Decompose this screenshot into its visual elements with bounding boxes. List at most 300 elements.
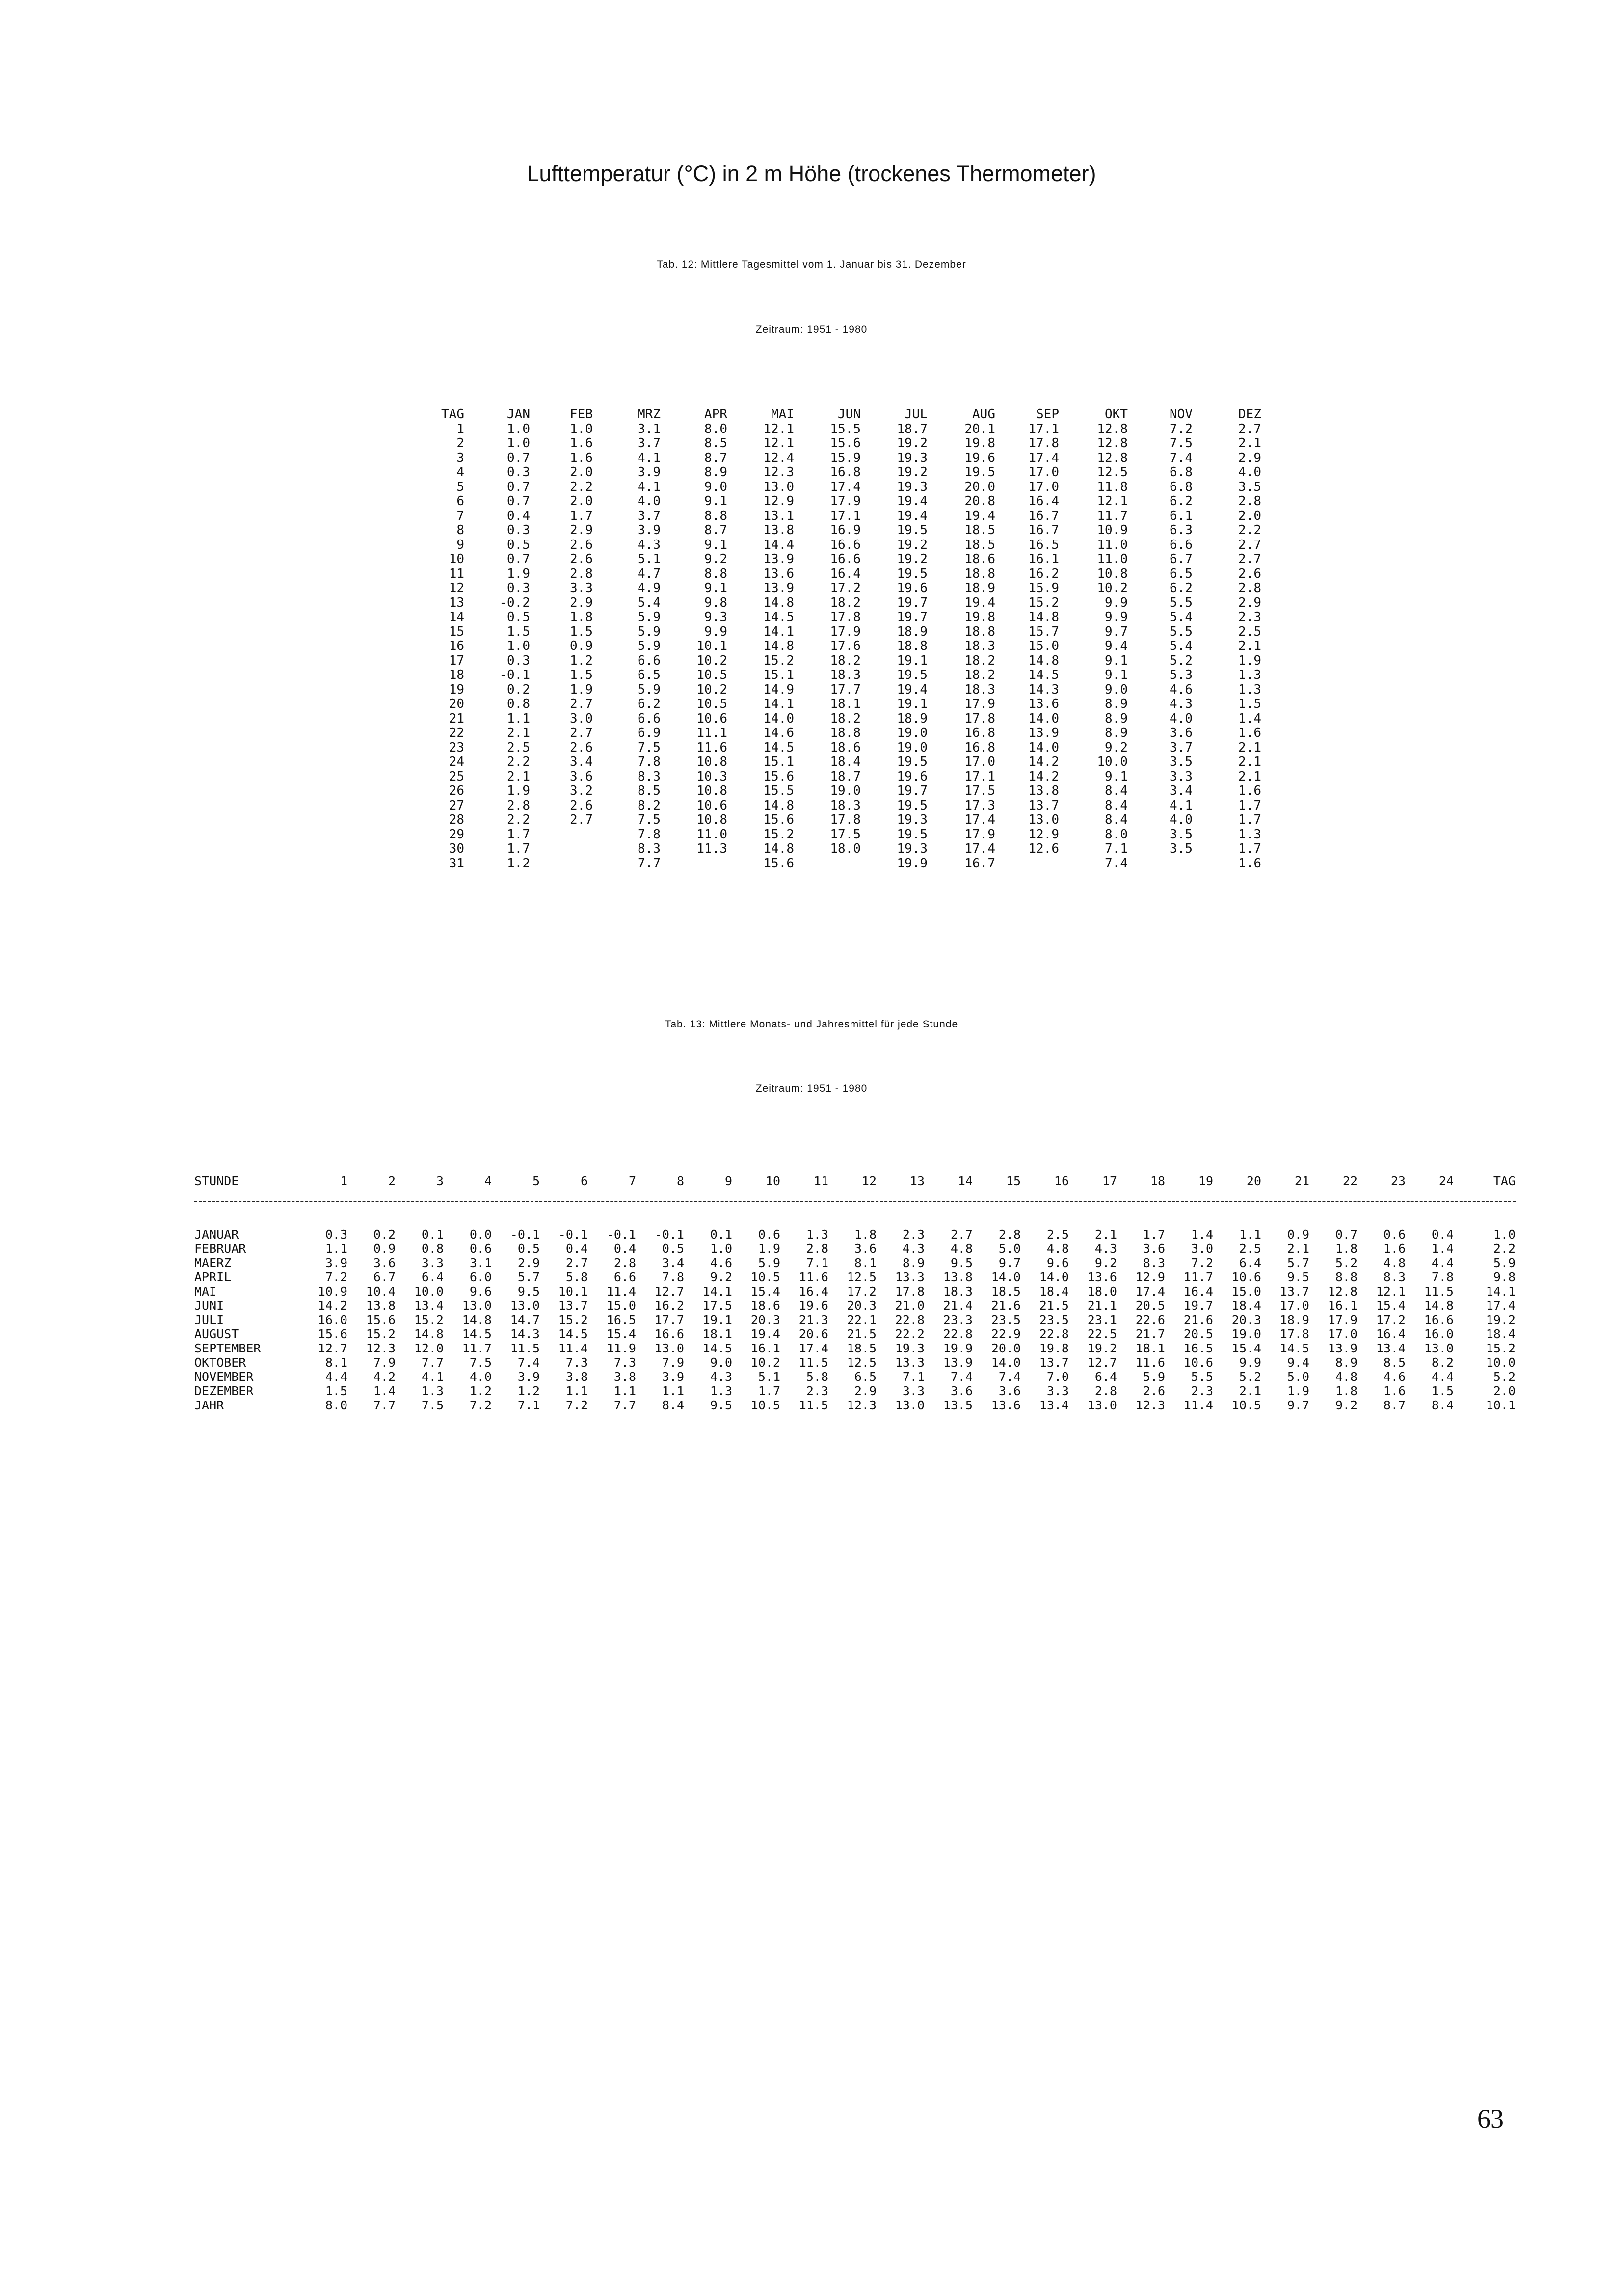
table-cell: 2.9 [570, 523, 593, 538]
table-cell: 17.4 [1135, 1284, 1165, 1298]
table-cell: 0.7 [507, 494, 530, 509]
table-cell: 0.2 [373, 1227, 396, 1242]
table-cell: 5.4 [1170, 610, 1193, 624]
table-row [418, 465, 1261, 480]
table-cell [530, 828, 593, 842]
table-cell: 19.8 [964, 610, 995, 624]
table-cell: 2.6 [570, 740, 593, 755]
table-cell: 2.1 [1238, 436, 1261, 451]
table-cell: 12.5 [847, 1270, 877, 1284]
table-cell: 2.1 [507, 726, 530, 740]
table-cell: 18.4 [1486, 1327, 1516, 1341]
table-cell: 3.7 [1170, 740, 1193, 755]
table-cell: 12.7 [1087, 1355, 1117, 1370]
table-cell: 0.8 [507, 697, 530, 711]
table-cell: 11.0 [1097, 552, 1128, 567]
table-cell: 1.9 [758, 1242, 780, 1256]
table-cell: 0.3 [507, 523, 530, 538]
table-cell: 15.2 [1486, 1341, 1516, 1355]
table-cell: 11.9 [606, 1341, 636, 1355]
table-cell: 22.9 [991, 1327, 1021, 1341]
table-cell: 2.1 [1239, 1384, 1261, 1398]
table-cell: 17.0 [1028, 479, 1059, 494]
table-cell: 10.4 [366, 1284, 396, 1298]
table-cell: 8.2 [1431, 1355, 1454, 1370]
table-cell: 15.9 [830, 450, 861, 465]
column-header-mai: MAI [771, 407, 794, 422]
table-cell: 8.7 [704, 523, 727, 538]
table-cell: 12.8 [1097, 421, 1128, 436]
column-header-3: 3 [436, 1174, 444, 1188]
table-cell: 6.2 [1170, 494, 1193, 509]
table-cell: 5.9 [638, 610, 661, 624]
table-cell: 5.4 [638, 595, 661, 610]
table-cell: 1.0 [507, 436, 530, 451]
column-header-13: 13 [909, 1174, 925, 1188]
table-cell: 3.6 [950, 1384, 973, 1398]
table-cell: 13.7 [1279, 1284, 1309, 1298]
table-cell: 23.3 [943, 1313, 973, 1327]
table-cell: 9.1 [1105, 668, 1128, 682]
day-label: 16 [449, 639, 464, 653]
table-cell: 10.2 [696, 682, 727, 697]
table-cell: 1.7 [1143, 1227, 1165, 1242]
table-cell: 14.8 [1028, 653, 1059, 668]
day-label: 19 [449, 682, 464, 697]
day-label: 4 [456, 465, 464, 480]
table-cell: 1.4 [1431, 1242, 1454, 1256]
table-cell: 23.5 [1039, 1313, 1069, 1327]
table-cell: 12.9 [1028, 827, 1059, 842]
day-label: 8 [456, 523, 464, 538]
table-cell: 2.7 [570, 726, 593, 740]
table-cell: 12.0 [414, 1341, 444, 1355]
table-cell: 12.1 [763, 421, 794, 436]
table-cell: 16.8 [830, 465, 861, 480]
table-cell: 18.5 [847, 1341, 877, 1355]
table-cell: 0.8 [421, 1242, 444, 1256]
table-cell: 0.6 [1383, 1227, 1406, 1242]
table-row [418, 857, 1261, 871]
table-cell: 20.5 [1135, 1298, 1165, 1313]
table-cell: 4.8 [950, 1242, 973, 1256]
table-cell: 7.4 [950, 1370, 973, 1384]
table-cell: 0.3 [325, 1227, 347, 1242]
table-cell: 8.0 [325, 1398, 347, 1412]
table-cell: 2.8 [613, 1256, 636, 1270]
table-cell: 4.6 [1170, 682, 1193, 697]
table-cell: 7.4 [998, 1370, 1021, 1384]
table-cell: 17.8 [1279, 1327, 1309, 1341]
table-cell: 4.3 [1094, 1242, 1117, 1256]
day-label: 28 [449, 812, 464, 827]
table-cell: 17.1 [1028, 421, 1059, 436]
day-label: 10 [449, 552, 464, 567]
table-cell: 15.4 [750, 1284, 780, 1298]
table-cell: 8.9 [1105, 697, 1128, 711]
table-cell: 8.8 [1335, 1270, 1357, 1284]
table-cell: 6.6 [638, 711, 661, 726]
table-cell: 5.1 [758, 1370, 780, 1384]
table-cell: 1.1 [507, 711, 530, 726]
table-cell: 19.0 [1231, 1327, 1261, 1341]
day-label: 3 [456, 450, 464, 465]
table-cell: 4.2 [373, 1370, 396, 1384]
table-cell: 17.5 [702, 1298, 732, 1313]
day-label: 11 [449, 566, 464, 581]
table-cell: 12.7 [654, 1284, 684, 1298]
table-cell: 19.7 [897, 610, 928, 624]
table-cell: 14.0 [763, 711, 794, 726]
table-cell: 11.6 [696, 740, 727, 755]
table-cell: 21.6 [991, 1298, 1021, 1313]
table-cell: 3.9 [517, 1370, 540, 1384]
table-cell: 13.4 [1039, 1398, 1069, 1412]
table-cell: 19.5 [897, 668, 928, 682]
table-cell: 2.6 [570, 798, 593, 813]
month-label: AUGUST [194, 1327, 239, 1341]
table-cell: 18.2 [964, 653, 995, 668]
day-label: 29 [449, 827, 464, 842]
day-label: 15 [449, 624, 464, 639]
table-cell: 1.6 [570, 436, 593, 451]
table-row [194, 1327, 1516, 1341]
day-label: 17 [449, 653, 464, 668]
table-cell: 18.2 [830, 711, 861, 726]
table-cell: 12.8 [1097, 436, 1128, 451]
table-cell: 12.5 [1097, 465, 1128, 480]
table-cell: 1.0 [1493, 1227, 1516, 1242]
table-cell: 3.0 [570, 711, 593, 726]
table-row [418, 436, 1261, 451]
table-cell: 14.0 [1028, 740, 1059, 755]
table-cell: -0.1 [654, 1227, 684, 1242]
table-cell: 15.1 [763, 755, 794, 769]
table-cell: 15.2 [366, 1327, 396, 1341]
table-row [418, 799, 1261, 813]
table-cell: 9.1 [704, 494, 727, 509]
table-cell: 9.0 [704, 479, 727, 494]
table-cell: 19.6 [964, 450, 995, 465]
table-cell: 11.8 [1097, 479, 1128, 494]
table-cell: 7.3 [613, 1355, 636, 1370]
month-label: APRIL [194, 1270, 232, 1284]
table-cell: 11.0 [1097, 537, 1128, 552]
table-cell: 5.9 [638, 682, 661, 697]
table-cell: 7.5 [421, 1398, 444, 1412]
table-cell: 18.5 [964, 537, 995, 552]
table-cell: 22.5 [1087, 1327, 1117, 1341]
table-cell: 10.6 [696, 798, 727, 813]
table-cell: 13.0 [895, 1398, 925, 1412]
table-cell: 0.9 [570, 639, 593, 653]
table-cell: 3.4 [662, 1256, 684, 1270]
table-cell: 4.9 [638, 581, 661, 595]
table-cell: 5.7 [517, 1270, 540, 1284]
table-cell: 1.0 [570, 421, 593, 436]
table-cell: 2.6 [570, 552, 593, 567]
table-cell: 2.2 [570, 479, 593, 494]
table-cell: 19.6 [798, 1298, 828, 1313]
table-cell: 14.5 [702, 1341, 732, 1355]
table-cell: 1.3 [421, 1384, 444, 1398]
table-cell: 0.1 [421, 1227, 444, 1242]
table-cell: 3.5 [1170, 841, 1193, 856]
table-cell: 13.8 [943, 1270, 973, 1284]
table-cell: 21.3 [798, 1313, 828, 1327]
table-cell [530, 857, 593, 871]
table-cell: 0.1 [710, 1227, 732, 1242]
table-cell: 15.0 [1028, 639, 1059, 653]
table-cell: 18.6 [750, 1298, 780, 1313]
table-row [194, 1355, 1516, 1370]
day-label: 14 [449, 610, 464, 624]
table-cell: 10.0 [1486, 1355, 1516, 1370]
column-header-jan: JAN [507, 407, 530, 422]
column-header-apr: APR [704, 407, 727, 422]
table-cell: 8.9 [1105, 711, 1128, 726]
table-cell: 5.4 [1170, 639, 1193, 653]
table-cell: 14.5 [558, 1327, 588, 1341]
table-cell: 1.6 [1238, 783, 1261, 798]
table-cell: 9.7 [1105, 624, 1128, 639]
table-row [418, 552, 1261, 567]
table-cell: 19.5 [897, 566, 928, 581]
table-cell: 20.3 [1231, 1313, 1261, 1327]
table-cell: 4.4 [1431, 1370, 1454, 1384]
column-header-16: 16 [1054, 1174, 1069, 1188]
table-cell: 1.2 [517, 1384, 540, 1398]
table-cell: 17.9 [964, 827, 995, 842]
table-row [418, 596, 1261, 611]
table-cell: 10.5 [696, 697, 727, 711]
table-cell: 16.1 [1328, 1298, 1357, 1313]
table-cell: 16.4 [1183, 1284, 1213, 1298]
table-cell: 6.2 [1170, 581, 1193, 595]
table-cell: 12.5 [847, 1355, 877, 1370]
table-cell: 3.9 [325, 1256, 347, 1270]
table-cell: 10.2 [1097, 581, 1128, 595]
table-cell: 2.8 [1238, 494, 1261, 509]
table-cell: 0.5 [507, 610, 530, 624]
column-header-mrz: MRZ [638, 407, 661, 422]
table-cell: 3.7 [638, 508, 661, 523]
table-cell: 12.7 [318, 1341, 347, 1355]
table-cell: 2.8 [998, 1227, 1021, 1242]
table-cell: 18.3 [943, 1284, 973, 1298]
table-cell: 19.3 [897, 841, 928, 856]
table-cell: 23.1 [1087, 1313, 1117, 1327]
table-cell: 18.5 [964, 523, 995, 538]
table-cell: 13.0 [1028, 812, 1059, 827]
table-cell: 16.4 [1376, 1327, 1406, 1341]
table-cell: 22.1 [847, 1313, 877, 1327]
table-cell: 17.1 [830, 508, 861, 523]
table-cell: 13.3 [895, 1270, 925, 1284]
table-cell: 3.9 [662, 1370, 684, 1384]
table-cell: 14.1 [1486, 1284, 1516, 1298]
table-cell: 10.6 [696, 711, 727, 726]
table-cell: 13.1 [763, 508, 794, 523]
table-cell: 15.7 [1028, 624, 1059, 639]
table-cell: 19.4 [964, 508, 995, 523]
table-cell: 0.7 [507, 450, 530, 465]
table-cell: 16.8 [964, 740, 995, 755]
table-cell: 19.2 [1486, 1313, 1516, 1327]
table-cell: 16.0 [318, 1313, 347, 1327]
table-cell: 16.5 [1028, 537, 1059, 552]
table-cell: 22.6 [1135, 1313, 1165, 1327]
table-cell: 1.3 [806, 1227, 828, 1242]
table-cell: 2.1 [1287, 1242, 1309, 1256]
table-cell: 16.2 [1028, 566, 1059, 581]
table-cell: 0.5 [507, 537, 530, 552]
table-cell: 0.3 [507, 465, 530, 480]
table-cell: 11.0 [696, 827, 727, 842]
table-row [418, 828, 1261, 842]
table-cell: 0.4 [613, 1242, 636, 1256]
table-cell: 14.2 [1028, 769, 1059, 784]
column-header-sep: SEP [1036, 407, 1059, 422]
table-cell: 2.9 [570, 595, 593, 610]
table-cell: 0.4 [507, 508, 530, 523]
table-cell: 0.7 [1335, 1227, 1357, 1242]
table-cell: 2.3 [1191, 1384, 1213, 1398]
day-label: 30 [449, 841, 464, 856]
column-header-1: 1 [340, 1174, 347, 1188]
dashed-divider [194, 1201, 1516, 1202]
table-cell: 18.3 [830, 668, 861, 682]
table-cell: 15.6 [366, 1313, 396, 1327]
table-cell: 2.7 [570, 812, 593, 827]
table-cell: 5.9 [638, 624, 661, 639]
table-cell: 18.5 [991, 1284, 1021, 1298]
column-header-tag: TAG [1493, 1174, 1516, 1188]
table-cell: 10.5 [750, 1270, 780, 1284]
table-cell: 21.7 [1135, 1327, 1165, 1341]
table-cell: 18.6 [964, 552, 995, 567]
table-row [194, 1370, 1516, 1384]
table-cell: 4.3 [710, 1370, 732, 1384]
table-cell: 18.2 [830, 595, 861, 610]
table-cell: 19.3 [897, 479, 928, 494]
table-cell: 17.2 [847, 1284, 877, 1298]
table-cell: 19.8 [1039, 1341, 1069, 1355]
table-cell: 2.5 [1239, 1242, 1261, 1256]
month-label: MAERZ [194, 1256, 232, 1270]
table-cell: 3.5 [1170, 755, 1193, 769]
table-cell: 14.8 [1424, 1298, 1454, 1313]
table-cell: 0.3 [507, 581, 530, 595]
table-cell: 4.1 [638, 450, 661, 465]
table-cell: 7.7 [421, 1355, 444, 1370]
table-cell: 1.8 [854, 1227, 877, 1242]
table-cell: 10.1 [558, 1284, 588, 1298]
table-cell: 6.0 [469, 1270, 492, 1284]
table-cell: 16.0 [1424, 1327, 1454, 1341]
table-cell: 14.3 [1028, 682, 1059, 697]
table-cell: 14.8 [414, 1327, 444, 1341]
table-cell: 19.1 [897, 697, 928, 711]
table-cell: 9.6 [469, 1284, 492, 1298]
column-header-10: 10 [765, 1174, 780, 1188]
month-label: SEPTEMBER [194, 1341, 261, 1355]
month-label: JULI [194, 1313, 224, 1327]
table-cell: 17.8 [1028, 436, 1059, 451]
table-cell: 4.3 [1170, 697, 1193, 711]
table-cell: 2.6 [1238, 566, 1261, 581]
table-cell: 2.7 [565, 1256, 588, 1270]
table-cell: 19.4 [897, 494, 928, 509]
table-cell: 7.5 [638, 812, 661, 827]
column-header-12: 12 [861, 1174, 877, 1188]
table-cell: 8.4 [662, 1398, 684, 1412]
table-cell: 1.4 [373, 1384, 396, 1398]
table-cell: 1.6 [1383, 1384, 1406, 1398]
table-cell: 3.3 [1170, 769, 1193, 784]
table-cell: 17.4 [1486, 1298, 1516, 1313]
table-cell: 8.9 [1335, 1355, 1357, 1370]
table-cell: 2.5 [507, 740, 530, 755]
day-label: 12 [449, 581, 464, 595]
table-cell: 10.5 [696, 668, 727, 682]
table-cell: 0.4 [565, 1242, 588, 1256]
table-cell: 6.5 [1170, 566, 1193, 581]
daily-mean-table [418, 407, 1261, 871]
table-cell: 8.9 [704, 465, 727, 480]
table-cell: 0.3 [507, 653, 530, 668]
table-cell: 7.7 [638, 856, 661, 871]
table-row [418, 683, 1261, 698]
table-cell: 18.1 [1135, 1341, 1165, 1355]
table-cell: 1.3 [1238, 682, 1261, 697]
table-cell: 18.3 [830, 798, 861, 813]
table-cell: 7.8 [638, 755, 661, 769]
table-cell: 7.4 [1170, 450, 1193, 465]
table-cell: 13.0 [763, 479, 794, 494]
table-cell: 19.1 [702, 1313, 732, 1327]
column-header-5: 5 [532, 1174, 540, 1188]
table-cell: -0.1 [499, 668, 530, 682]
table-cell: 3.1 [638, 421, 661, 436]
table-cell: 1.4 [1238, 711, 1261, 726]
column-header-7: 7 [628, 1174, 636, 1188]
table-cell: 12.1 [1097, 494, 1128, 509]
table-cell: 6.9 [638, 726, 661, 740]
table-cell: 7.1 [517, 1398, 540, 1412]
table-cell: 18.7 [830, 769, 861, 784]
table-cell: 12.3 [763, 465, 794, 480]
page-number: 63 [1477, 2104, 1504, 2134]
table-cell: 14.4 [763, 537, 794, 552]
table-cell: 17.8 [830, 610, 861, 624]
table-row [418, 654, 1261, 669]
table-cell: 2.2 [507, 755, 530, 769]
day-label: 5 [456, 479, 464, 494]
table-cell: 9.1 [704, 537, 727, 552]
table-cell: 3.6 [570, 769, 593, 784]
table-cell: 12.3 [366, 1341, 396, 1355]
table-cell: 8.8 [704, 508, 727, 523]
table-cell: 16.9 [830, 523, 861, 538]
table-cell: 4.1 [1170, 798, 1193, 813]
table-cell: 6.6 [613, 1270, 636, 1284]
table-cell: 2.0 [1493, 1384, 1516, 1398]
table-cell: 2.3 [806, 1384, 828, 1398]
table-cell: 19.6 [897, 581, 928, 595]
table-cell: 3.9 [638, 465, 661, 480]
table-cell: 17.6 [830, 639, 861, 653]
